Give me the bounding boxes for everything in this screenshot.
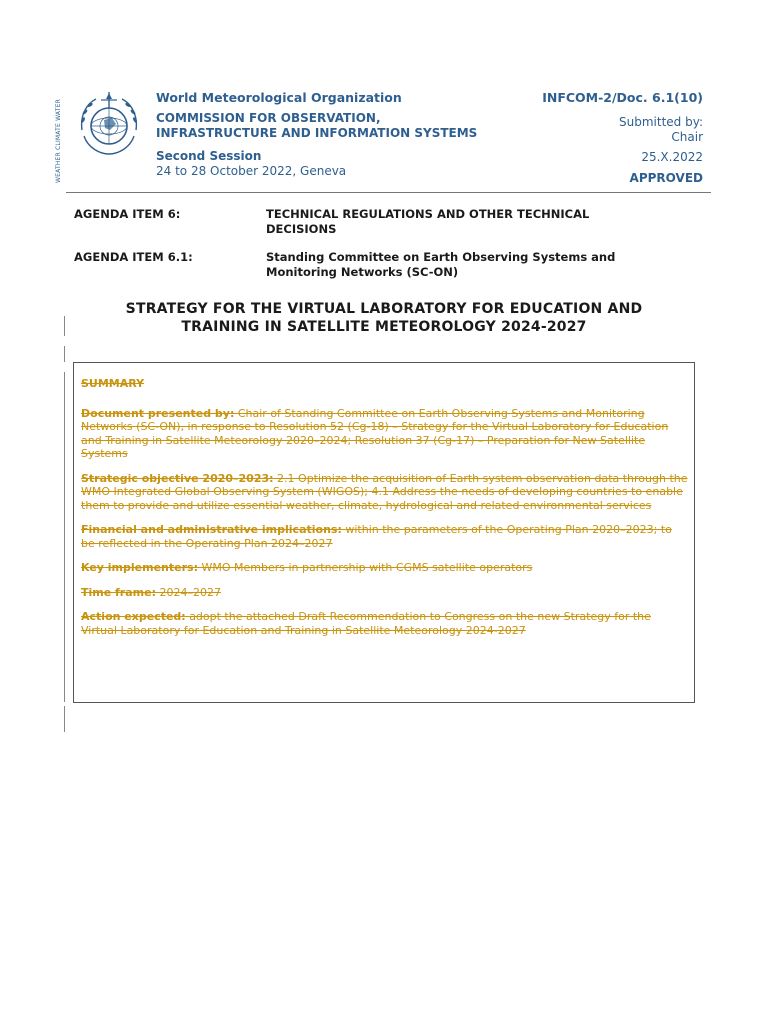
doc-date: 25.X.2022 xyxy=(641,150,703,164)
commission-name: COMMISSION FOR OBSERVATION, INFRASTRUCTURE AND INFORMATION SYSTEMS xyxy=(156,111,478,140)
doc-number: INFCOM-2/Doc. 6.1(10) xyxy=(542,90,703,105)
change-bar xyxy=(64,372,65,702)
wmo-emblem-logo xyxy=(74,90,144,160)
agenda-item-label: AGENDA ITEM 6.1: xyxy=(74,250,193,264)
summary-item: Document presented by: Chair of Standing Committee on Earth Observing Systems and Monitoring Networks (SC-ON), in response to Resolution 52 (Cg-18) – Strategy for the Virtual Laboratory for Education and Training in Satellite Meteorology 2020–2024; Resolution 37 (Cg-17) – Preparation for New Satellite Systems xyxy=(81,406,669,460)
summary-item: Key implementers: WMO Members in partnership with CGMS satellite operators xyxy=(81,561,533,574)
change-bar xyxy=(64,706,65,732)
header-left xyxy=(156,90,546,179)
summary-item: Time frame: 2024–2027 xyxy=(81,585,221,599)
header-divider xyxy=(66,192,711,193)
summary-item: Strategic objective 2020–2023: 2.1 Optimize the acquisition of Earth system observation data through the WMO Integrated Global Observing System (WIGOS); 4.1 Address the needs of developing countries to enable them to provide and utilize essential weather, climate, hydrological and related environmental services xyxy=(81,471,688,512)
session-dates: 24 to 28 October 2022, Geneva xyxy=(156,164,347,178)
side-label: WEATHER CLIMATE WATER xyxy=(55,99,62,183)
agenda-item-text: Standing Committee on Earth Observing Systems and Monitoring Networks (SC-ON) xyxy=(266,250,616,279)
summary-heading: SUMMARY xyxy=(81,377,145,390)
status-badge: APPROVED xyxy=(629,171,703,185)
header-right xyxy=(503,90,703,186)
summary-item: Financial and administrative implications: within the parameters of the Operating Plan 2020–2023; to be reflected in the Operating Plan 2024–2027 xyxy=(81,523,672,550)
change-bar xyxy=(64,316,65,336)
summary-box xyxy=(73,362,695,703)
submitter: Chair xyxy=(671,130,703,144)
agenda-item-label: AGENDA ITEM 6: xyxy=(74,207,181,221)
summary-item: Action expected: adopt the attached Draft Recommendation to Congress on the new Strategy for the Virtual Laboratory for Education and Training in Satellite Meteorology 2024-2027 xyxy=(81,610,651,637)
agenda-item-text: TECHNICAL REGULATIONS AND OTHER TECHNICAL DECISIONS xyxy=(266,207,590,236)
org-name: World Meteorological Organization xyxy=(156,90,402,105)
page-title: STRATEGY FOR THE VIRTUAL LABORATORY FOR EDUCATION AND TRAINING IN SATELLITE METEOROLOGY 2024-2027 xyxy=(125,301,643,335)
session-name: Second Session xyxy=(156,149,262,163)
submitted-by-label: Submitted by: xyxy=(619,115,703,129)
summary-content xyxy=(81,377,688,648)
change-bar xyxy=(64,346,65,362)
